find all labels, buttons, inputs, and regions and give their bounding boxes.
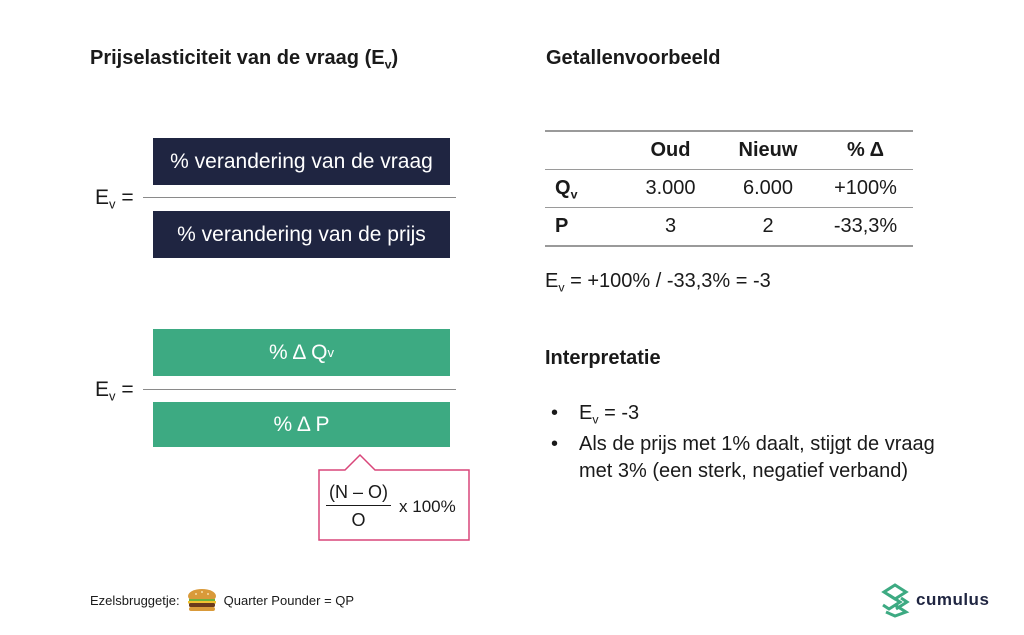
cell: -33,3%: [818, 208, 913, 247]
interpretation-title: Interpretatie: [545, 347, 661, 369]
cumulus-logo: [880, 582, 989, 618]
callout-formula: [326, 482, 456, 531]
table-header-row: [545, 131, 913, 170]
cell: 3: [623, 208, 718, 247]
cell: 6.000: [718, 170, 818, 208]
formula1-numerator-box: % verandering van de vraag: [153, 138, 450, 185]
cell: 2: [718, 208, 818, 247]
list-item: • Als de prijs met 1% daalt, stijgt de vraag met 3% (een sterk, negatief verband): [551, 433, 935, 482]
list-item: • $E_v = -3$: [551, 402, 640, 427]
right-title: Getallenvoorbeeld: [546, 47, 721, 69]
formula2-numerator-box: % Δ Q v: [153, 329, 450, 376]
formula2-denominator-box: % Δ P: [153, 402, 450, 447]
callout-multiplier: x 100%: [399, 496, 456, 516]
ev-label-1: $E_v$ =: [95, 186, 134, 212]
ev-label-2: $E_v$ =: [95, 378, 134, 404]
table-row: [545, 208, 913, 247]
burger-icon: [184, 587, 220, 613]
table-row: [545, 170, 913, 208]
interpretation-list: [545, 400, 945, 489]
bullet-dot: •: [551, 433, 559, 455]
callout-numerator: (N – O): [326, 482, 391, 506]
row-label-p: P: [545, 208, 623, 247]
logo-text: cumulus: [916, 590, 990, 609]
formula2-fraction-line: [143, 389, 456, 390]
cell: +100%: [818, 170, 913, 208]
elasticity-calculation: $E_v = +100\% / -33,3\% = -3$: [545, 270, 771, 295]
callout-denominator: O: [351, 510, 366, 530]
col-header-pct-change: % Δ: [818, 131, 913, 170]
row-label-qv: $Q_v$: [545, 170, 623, 208]
numbers-table: [545, 130, 913, 247]
cell: 3.000: [623, 170, 718, 208]
bullet-dot: •: [551, 402, 559, 424]
mnemonic-label: Ezelsbruggetje:: [90, 592, 180, 608]
left-title: Prijselasticiteit van de vraag $(E_v)$: [90, 47, 399, 72]
callout-fraction: [326, 482, 391, 531]
table-corner: [545, 131, 623, 170]
col-header-nieuw: Nieuw: [718, 131, 818, 170]
mnemonic: [90, 587, 354, 613]
formula1-denominator-box: % verandering van de prijs: [153, 211, 450, 258]
formula1-fraction-line: [143, 197, 456, 198]
cumulus-logo-icon: [880, 582, 910, 618]
mnemonic-text: Quarter Pounder = QP: [223, 592, 355, 608]
col-header-oud: Oud: [623, 131, 718, 170]
